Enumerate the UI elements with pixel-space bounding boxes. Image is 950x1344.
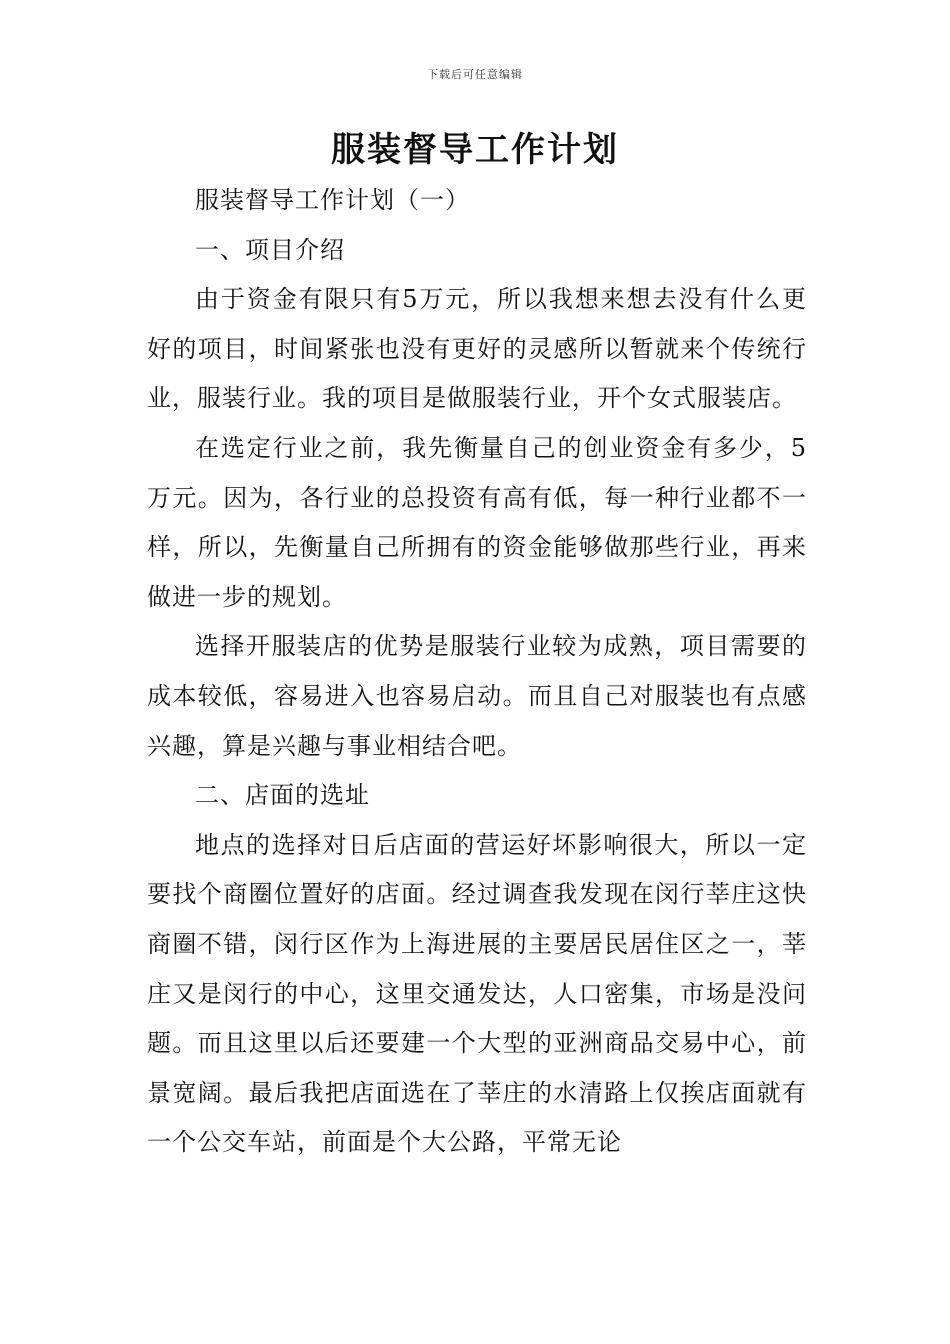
subtitle-paragraph: 服装督导工作计划（一） [195, 186, 470, 214]
body-paragraph: 由于资金有限只有5万元，所以我想来想去没有什么更好的项目，时间紧张也没有更好的灵感所以暂就来个传统行业，服装行业。我的项目是做服装行业，开个女式服装店。 [147, 285, 807, 413]
body-paragraph: 在选定行业之前，我先衡量自己的创业资金有多少，5万元。因为，各行业的总投资有高有低，每一种行业都不一样，所以，先衡量自己所拥有的资金能够做那些行业，再来做进一步的规划。 [147, 433, 807, 611]
body-paragraph: 选择开服装店的优势是服装行业较为成熟，项目需要的成本较低，容易进入也容易启动。而且自己对服装也有点感兴趣，算是兴趣与事业相结合吧。 [147, 632, 807, 760]
body-paragraph: 地点的选择对日后店面的营运好坏影响很大，所以一定要找个商圈位置好的店面。经过调查我发现在闵行莘庄这快商圈不错，闵行区作为上海进展的主要居民居住区之一，莘庄又是闵行的中心，这里交通发达，人口密集，市场是没问题。而且这里以后还要建一个大型的亚洲商品交易中心，前景宽阔。最后我把店面选在了莘庄的水清路上仅挨店面就有一个公交车站，前面是个大公路，平常无论 [147, 830, 807, 1157]
document-body [147, 176, 807, 1168]
section-heading-store-location: 二、店面的选址 [195, 781, 370, 810]
document-title: 服装督导工作计划 [331, 130, 619, 170]
header-note: 下载后可任意编辑 [427, 68, 523, 81]
section-heading-project-intro: 一、项目介绍 [195, 235, 345, 264]
